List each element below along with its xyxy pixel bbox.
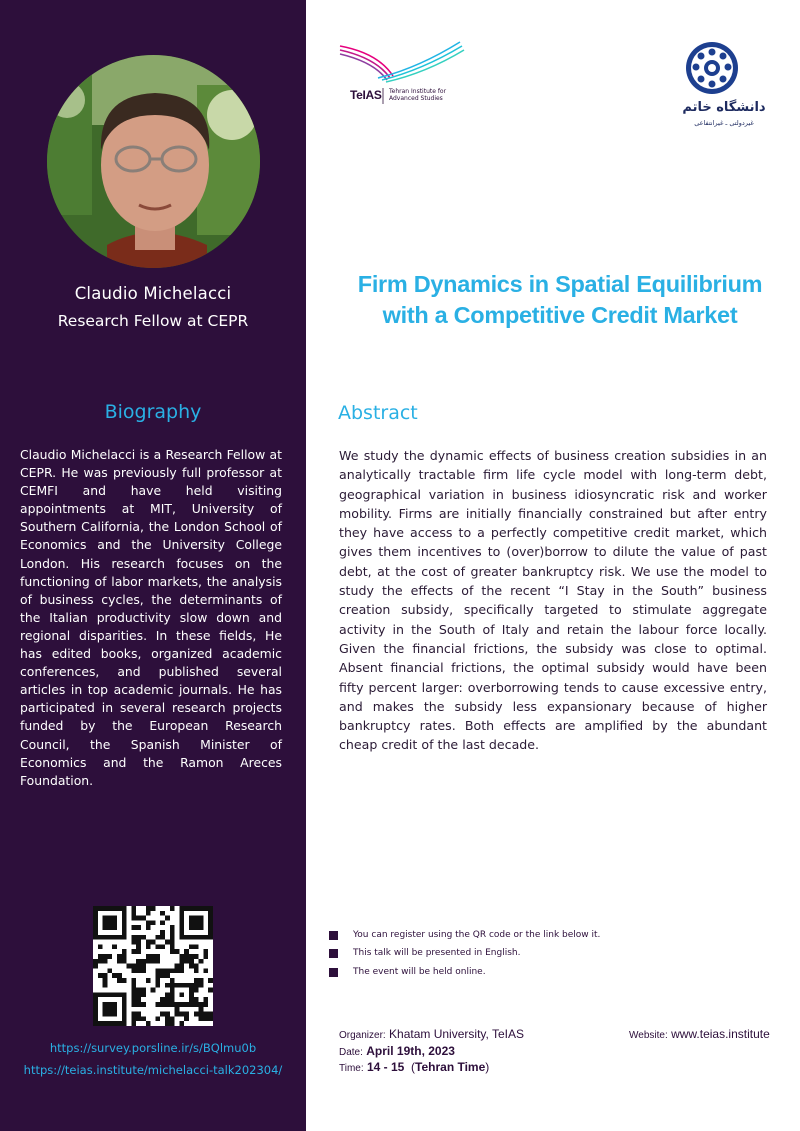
note-text: You can register using the QR code or the link below it.: [353, 930, 601, 940]
biography-heading: Biography: [104, 401, 202, 423]
date-info: [339, 1044, 455, 1058]
qr-modules: [93, 906, 213, 1026]
talk-title: [320, 269, 800, 331]
speaker-photo: [47, 55, 260, 268]
time-zone-wrapper: (Tehran Time): [407, 1060, 490, 1074]
date-value: April 19th, 2023: [366, 1044, 455, 1058]
teias-full-name-line2: Advanced Studies: [389, 95, 443, 102]
square-bullet-icon: [329, 949, 338, 958]
website-label: Website:: [629, 1030, 668, 1041]
survey-link[interactable]: https://survey.porsline.ir/s/BQlmu0b: [49, 1041, 257, 1055]
organizer-value: Khatam University, TeIAS: [389, 1027, 524, 1041]
registration-qr-code[interactable]: [93, 906, 213, 1026]
abstract-heading: Abstract: [338, 402, 418, 424]
khatam-university-logo: [676, 40, 772, 134]
teias-full-name-line1: Tehran Institute for: [389, 88, 447, 95]
khatam-tagline: غیردولتی ـ غیرانتفاعی: [694, 119, 754, 127]
time-label: Time:: [339, 1063, 364, 1074]
talk-title-line2: with a Competitive Credit Market: [382, 302, 738, 328]
qr-code-graphic: [93, 906, 213, 1026]
talk-title-line1: Firm Dynamics in Spatial Equilibrium: [357, 271, 763, 297]
square-bullet-icon: [329, 931, 338, 940]
teias-logo: [338, 38, 468, 108]
website-link[interactable]: www.teias.institute: [671, 1027, 770, 1041]
time-info: [339, 1060, 489, 1074]
teias-event-link[interactable]: https://teias.institute/michelacci-talk202304/: [23, 1063, 283, 1077]
speaker-title: Research Fellow at CEPR: [57, 312, 249, 330]
time-value: 14 - 15: [366, 1060, 405, 1074]
square-bullet-icon: [329, 968, 338, 977]
time-zone: Tehran Time: [415, 1060, 486, 1074]
sidebar-panel: [0, 0, 306, 1131]
organizer-label: Organizer:: [339, 1030, 386, 1041]
date-label: Date:: [339, 1047, 363, 1058]
abstract-text: We study the dynamic effects of business creation subsidies in an analytically tractable firm life cycle model with long-term debt, geographical variation in business idiosyncratic risk and worker mobility. Firms are initially financially constrained but after entry they have access to a perfectly competitive credit market, which gives them incentives to (over)borrow to dilute the value of past debt, at the cost of greater bankruptcy risk. We use the model to study the effects of the recent “I Stay in the South” business creation subsidy, specifically targeted to stimulate aggregate activity in the South of Italy and retain the labour force locally. Given the financial frictions, the subsidy was close to optimal. Absent financial frictions, the optimal subsidy would have been fifty percent larger: overborrowing tends to cause excessive entry, and makes the subsidy less expansionary because of higher bankruptcy rates. Both effects are amplified by the abundant cheap credit of the last decade.: [339, 448, 767, 753]
note-online: [329, 965, 486, 979]
note-text: This talk will be presented in English.: [353, 948, 521, 958]
teias-full-name: [389, 88, 446, 102]
organizer-info: [339, 1027, 524, 1041]
biography-text: Claudio Michelacci is a Research Fellow at CEPR. He was previously full professor at CEMFI and have held visiting appointments at MIT, University of Southern California, the London School of Economics and the University College London. His research focuses on the functioning of labor markets, the analysis of business cycles, the determinants of the Italian productivity slow down and regional disparities. In these fields, He has edited books, organized academic conferences, and published several articles in top academic journals. He has participated in several research projects funded by the European Research Council, the Spanish Minister of Economics and the Ramon Areces Foundation.: [20, 447, 282, 788]
khatam-wordmark: دانشگاه خاتم: [682, 100, 766, 115]
note-registration: [329, 928, 600, 942]
note-text: The event will be held online.: [353, 967, 486, 977]
teias-wordmark: TeIAS: [350, 88, 382, 102]
website-info: [629, 1027, 770, 1041]
speaker-name: Claudio Michelacci: [74, 284, 232, 303]
note-language: [329, 946, 520, 960]
